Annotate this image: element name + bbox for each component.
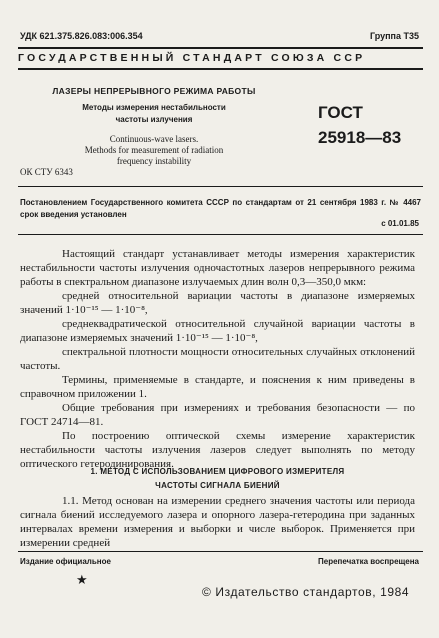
body-paragraph: Общие требования при измерениях и требования безопасности — по ГОСТ 24714—81. (20, 402, 415, 428)
section-paragraph: 1.1. Метод основан на измерении среднего значения частоты или периода сигнала биений исследуемого лазера и опорного лазера-гетеродина при заданных интервалах времени измерения и выборки и числе выборок. Применяется при измерении средней (20, 495, 415, 549)
effective-date: с 01.01.85 (381, 219, 419, 228)
top-rule (18, 47, 423, 49)
body-paragraph: среднеквадратической относительной случайной вариации частоты в диапазоне измеряемых значений 1·10⁻¹⁵ — 1·10⁻⁸, (20, 318, 415, 344)
official-edition-label: Издание официальное (20, 557, 111, 566)
english-line-1: Continuous-wave lasers. (109, 134, 199, 144)
subtitle-line-1: Методы измерения нестабильности (82, 103, 226, 112)
footer-rule (18, 551, 423, 552)
section-text (20, 494, 415, 550)
header-rule (18, 186, 423, 187)
gost-label: ГОСТ (318, 103, 363, 122)
group-code: Группа Т35 (369, 31, 419, 41)
section-title (20, 465, 415, 493)
english-line-3: frequency instability (116, 156, 192, 166)
gost-number: 25918—83 (318, 128, 402, 147)
body-text (20, 247, 415, 471)
title-russian: ЛАЗЕРЫ НЕПРЕРЫВНОГО РЕЖИМА РАБОТЫ (52, 86, 256, 96)
decree-rule (18, 234, 423, 235)
body-paragraph: спектральной плотности мощности относительных случайных отклонений частоты. (20, 346, 415, 372)
decree-text: Постановлением Государственного комитета СССР по стандартам от 21 сентября 1983 г. № 4467 срок введения установлен (20, 198, 421, 219)
reprint-prohibited-label: Перепечатка воспрещена (318, 557, 419, 566)
subtitle-russian (30, 102, 278, 126)
body-paragraph: средней относительной вариации частоты в диапазоне измеряемых значений 1·10⁻¹⁵ — 1·10⁻⁸, (20, 290, 415, 316)
body-paragraph: Термины, применяемые в стандарте, и пояснения к ним приведены в справочном приложении 1. (20, 374, 415, 400)
section-title-line-1: 1. МЕТОД С ИСПОЛЬЗОВАНИЕМ ЦИФРОВОГО ИЗМЕРИТЕЛЯ (90, 467, 345, 476)
copyright-notice: © Издательство стандартов, 1984 (202, 585, 410, 599)
body-paragraph: Настоящий стандарт устанавливает методы измерения характеристик нестабильности частоты излучения одночастотных лазеров непрерывного режима работы в спектральном диапазоне излучаемых длин волн 0,3—350,0 мкм: (20, 248, 415, 288)
star-icon: ★ (76, 572, 88, 587)
ok-stu-code: ОК СТУ 6343 (20, 167, 73, 177)
banner-rule (18, 68, 423, 70)
subtitle-line-2: частоты излучения (115, 115, 193, 124)
gost-designation (318, 100, 428, 150)
section-title-line-2: ЧАСТОТЫ СИГНАЛА БИЕНИЙ (155, 481, 280, 490)
english-line-2: Methods for measurement of radiation (84, 145, 224, 155)
udk-code: УДК 621.375.826.083:006.354 (20, 31, 143, 41)
title-english (30, 134, 278, 167)
state-standard-banner: ГОСУДАРСТВЕННЫЙ СТАНДАРТ СОЮЗА ССР (18, 52, 366, 64)
title-block (30, 86, 278, 167)
body-paragraph: По построению оптической схемы измерение характеристик нестабильности частоты излучения лазеров следует выполнять по методу оптического гетеродинирования. (20, 430, 415, 470)
